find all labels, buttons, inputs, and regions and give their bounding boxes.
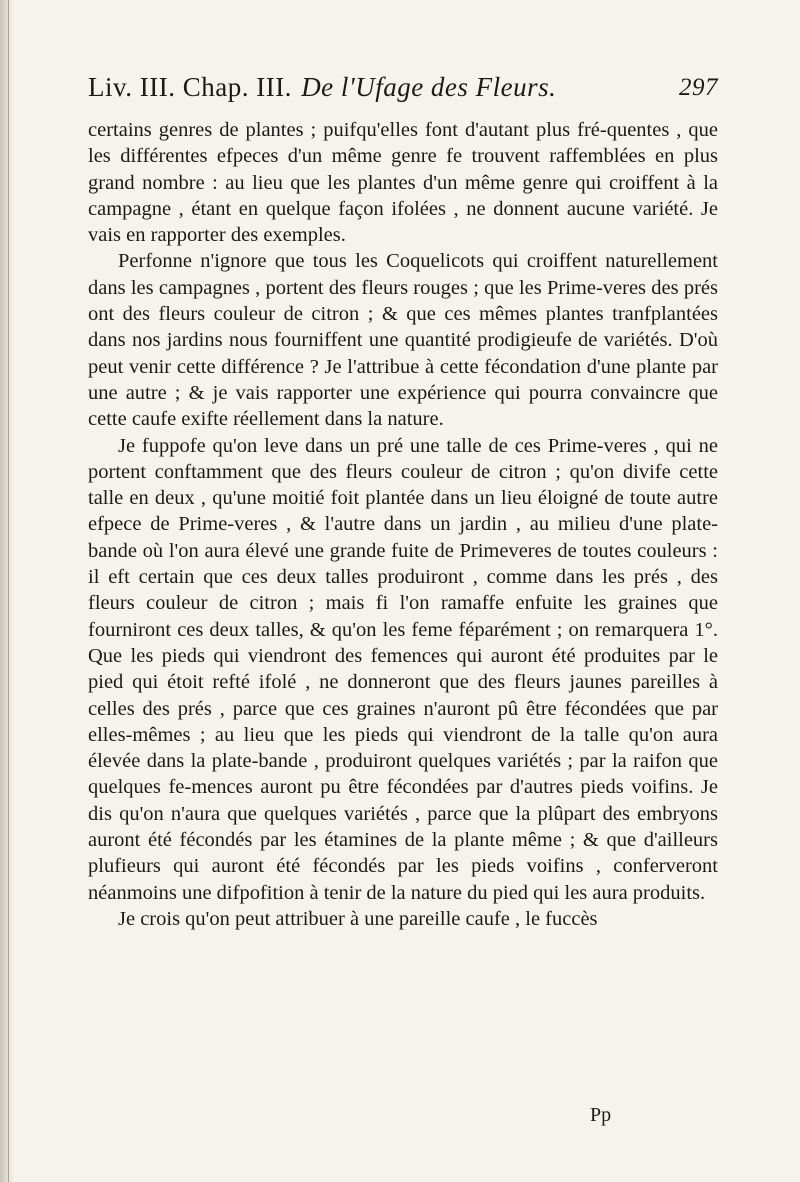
signature-mark: Pp bbox=[590, 1104, 612, 1126]
chapter-title: De l'Ufage des Fleurs. bbox=[301, 72, 557, 102]
body-text bbox=[88, 117, 718, 932]
page-number: 297 bbox=[679, 74, 718, 101]
paragraph: Perfonne n'ignore que tous les Coquelicots qui croiffent naturellement dans les campagnes , portent des fleurs rouges ; que les Prime-veres des prés ont des fleurs couleur de citron ; & que ces mêmes plantes tranfplantées dans nos jardins nous fourniffent une quantité prodigieufe de variétés. D'où peut venir cette différence ? Je l'attribue à cette fécondation d'une plante par une autre ; & je vais rapporter une expérience qui pourra convaincre que cette caufe exifte réellement dans la nature. bbox=[88, 250, 718, 431]
binding-edge bbox=[8, 0, 9, 1182]
binding-gutter bbox=[0, 0, 14, 1182]
paragraph: Je fuppofe qu'on leve dans un pré une talle de ces Prime-veres , qui ne portent conftamment que des fleurs couleur de citron ; qu'on divife cette talle en deux , qu'une moitié foit plantée dans un lieu éloigné de toute autre efpece de Prime-veres , & l'autre dans un jardin , au milieu d'une plate-bande où l'on aura élevé une grande fuite de Primeveres de toutes couleurs : il eft certain que ces deux talles produiront , comme dans les prés , des fleurs couleur de citron ; mais fi l'on ramaffe enfuite les graines que fourniront ces deux talles, & qu'on les feme féparément ; on remarquera 1°. Que les pieds qui viendront des femences qui auront été produites par le pied qui étoit refté ifolé , ne donneront que des fleurs jaunes pareilles à celles des prés , parce que ces graines n'auront pû être fécondées que par elles-mêmes ; au lieu que les pieds qui viendront de la talle qu'on aura élevée dans la plate-bande , produiront quelques variétés ; par la raifon que quelques fe-mences auront pu être fécondées par d'autres pieds voifins. Je dis qu'on n'aura que quelques variétés , parce que la plûpart des embryons auront été fécondés par les étamines de la plante même ; & que d'ailleurs plufieurs qui auront été fécondés par les pieds voifins , conferveront néanmoins une difpofition à tenir de la nature du pied qui les aura produits. bbox=[88, 434, 718, 904]
paragraph: Je crois qu'on peut attribuer à une pareille caufe , le fuccès bbox=[118, 907, 598, 930]
book-chapter-label: Liv. III. Chap. III. bbox=[88, 72, 292, 102]
running-head bbox=[88, 72, 718, 112]
paragraph: certains genres de plantes ; puifqu'elles font d'autant plus fré-quentes , que les différentes efpeces d'un même genre fe trouvent raffemblées en plus grand nombre : au lieu que les plantes d'un même genre qui croiffent à la campagne , étant en quelque façon ifolées , ne donnent aucune variété. Je vais en rapporter des exemples. bbox=[88, 119, 718, 247]
